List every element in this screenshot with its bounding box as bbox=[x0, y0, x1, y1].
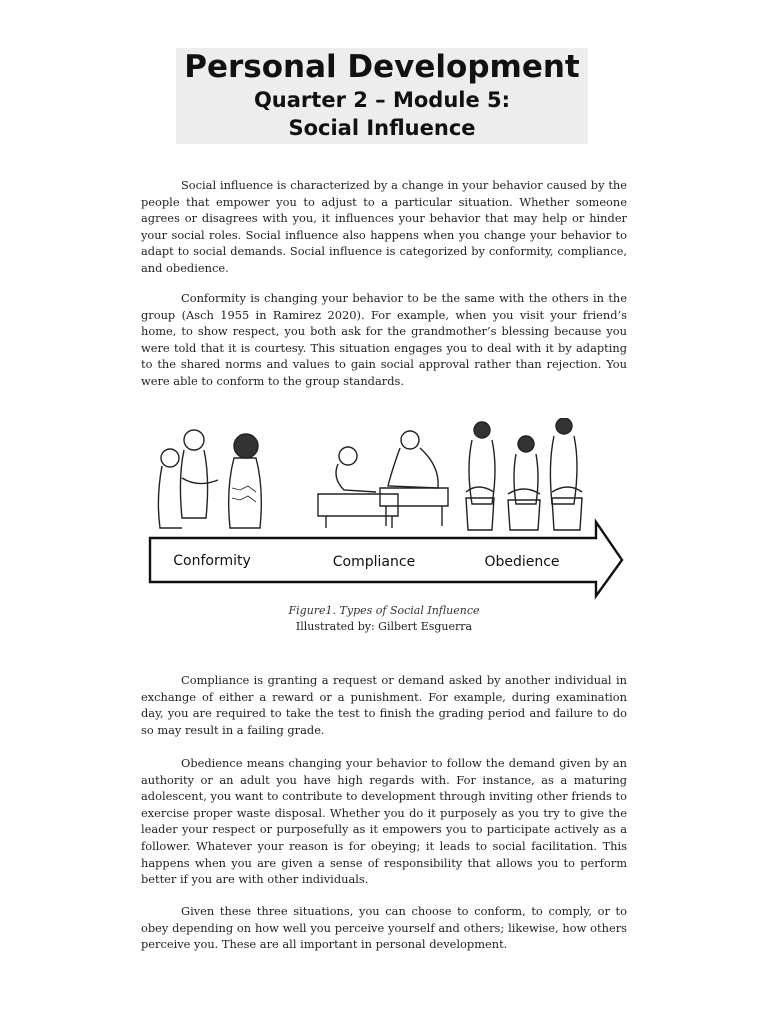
title-block bbox=[176, 48, 588, 144]
paragraph-text: Given these three situations, you can choose to conform, to comply, or to obey depending on how well you perceive yourself and others; likewise, how others perceive you. These are all important in personal development. bbox=[141, 904, 627, 952]
paragraph-compliance bbox=[141, 672, 627, 738]
social-influence-figure bbox=[148, 418, 624, 614]
topic-heading: Social Influence bbox=[288, 116, 476, 140]
paragraph-obedience bbox=[141, 755, 627, 888]
paragraph-conclusion bbox=[141, 903, 627, 953]
paragraph-text: Conformity is changing your behavior to be the same with the others in the group (Asch 1955 in Ramirez 2020). For example, when you visit your friend’s home, to show respect, you both ask for the grandmother’s blessing because you were told that it is courtesy. This situation engages you to deal with it by adapting to the shared norms and values to gain social approval rather than rejection. You were able to conform to the group standards. bbox=[141, 291, 627, 388]
obedience-illustration bbox=[466, 418, 582, 530]
paragraph-text: Obedience means changing your behavior to follow the demand given by an authority or an adult you have high regards with. For instance, as a maturing adolescent, you want to contribute to development through inviting other friends to exercise proper waste disposal. Whether you do it purposely as you try to give the leader your respect or purposefully as it empowers you to participate actively as a follower. Whatever your reason is for obeying; it leads to social facilitation. This happens when you are given a sense of responsibility that allows you to perform better if you are with other individuals. bbox=[141, 756, 627, 887]
arrow-label-conformity: Conformity bbox=[173, 553, 251, 569]
compliance-illustration bbox=[318, 431, 448, 528]
figure-credit: Illustrated by: Gilbert Esguerra bbox=[295, 620, 473, 633]
paragraph-conformity bbox=[141, 290, 627, 390]
arrow-label-compliance: Compliance bbox=[332, 554, 416, 570]
paragraph-text: Compliance is granting a request or demand asked by another individual in exchange of either a reward or a punishment. For example, during examination day, you are required to take the test to finish the grading period and failure to do so may result in a failing grade. bbox=[141, 673, 627, 737]
paragraph-social-influence bbox=[141, 177, 627, 277]
module-heading: Quarter 2 – Module 5: bbox=[253, 88, 511, 112]
figure-caption: Figure1. Types of Social Influence bbox=[288, 604, 480, 617]
paragraph-text: Social influence is characterized by a change in your behavior caused by the people that empower you to adjust to a particular situation. Whether someone agrees or disagrees with you, it influences your behavior that may help or hinder your social roles. Social influence also happens when you change your behavior to adapt to social demands. Social influence is categorized by conformity, compliance, and obedience. bbox=[141, 178, 627, 275]
arrow-label-obedience: Obedience bbox=[484, 554, 560, 570]
page-title: Personal Development bbox=[184, 49, 580, 85]
conformity-illustration bbox=[158, 430, 261, 528]
